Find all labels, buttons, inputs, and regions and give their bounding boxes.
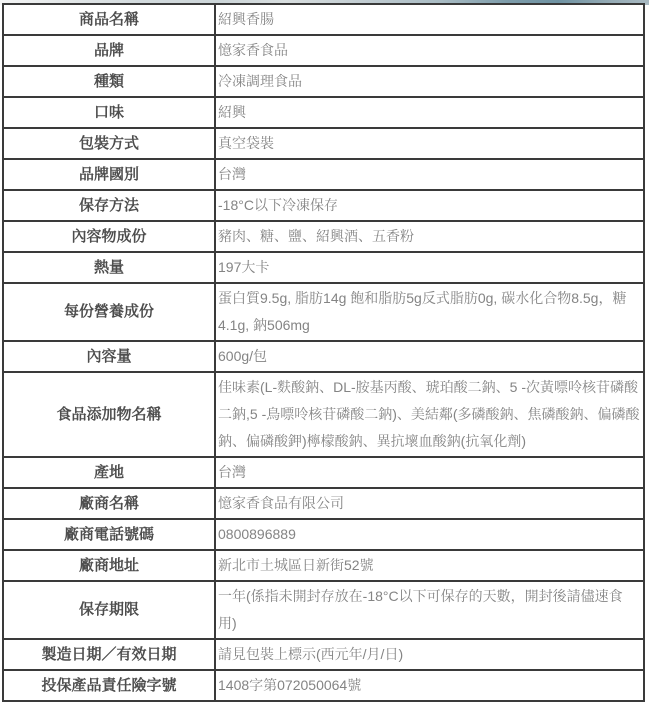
row-value: 0800896889 xyxy=(215,519,644,550)
row-value: 真空袋裝 xyxy=(215,128,644,159)
row-value: 一年(係指未開封存放在-18°C以下可保存的天數，開封後請儘速食用) xyxy=(215,581,644,639)
table-row-ingredients xyxy=(3,221,644,252)
table-row-nutrition xyxy=(3,283,644,341)
row-value: 蛋白質9.5g, 脂肪14g 飽和脂肪5g反式脂肪0g, 碳水化合物8.5g，糖4.1g, 鈉506mg xyxy=(215,283,644,341)
table-row-calories xyxy=(3,252,644,283)
row-value: 600g/包 xyxy=(215,341,644,372)
table-row-flavor xyxy=(3,97,644,128)
table-row-manufacturer-phone xyxy=(3,519,644,550)
row-value: 197大卡 xyxy=(215,252,644,283)
row-label: 保存期限 xyxy=(3,581,215,639)
row-value: 憶家香食品 xyxy=(215,35,644,66)
row-value: 台灣 xyxy=(215,159,644,190)
row-label: 產地 xyxy=(3,457,215,488)
row-value: 1408字第072050064號 xyxy=(215,670,644,701)
row-label: 內容物成份 xyxy=(3,221,215,252)
row-label: 投保產品責任險字號 xyxy=(3,670,215,701)
table-row-manufacturer-address xyxy=(3,550,644,581)
row-value: 豬肉、糖、鹽、紹興酒、五香粉 xyxy=(215,221,644,252)
row-label: 內容量 xyxy=(3,341,215,372)
row-label: 品牌國別 xyxy=(3,159,215,190)
table-row-insurance-number xyxy=(3,670,644,701)
table-row-packaging xyxy=(3,128,644,159)
row-label: 商品名稱 xyxy=(3,4,215,35)
row-value: 台灣 xyxy=(215,457,644,488)
product-info-table xyxy=(2,3,645,702)
row-label: 食品添加物名稱 xyxy=(3,372,215,457)
row-value: 佳味素(L-麩酸鈉、DL-胺基丙酸、琥珀酸二鈉、5 -次黃嘌呤核苷磷酸二鈉,5 -鳥嘌呤核苷磷酸二鈉)、美結鄰(多磷酸鈉、焦磷酸鈉、偏磷酸鈉、偏磷酸鉀)檸檬酸鈉、異抗壞血酸鈉(抗氧化劑) xyxy=(215,372,644,457)
row-label: 保存方法 xyxy=(3,190,215,221)
table-row-manufacturer-name xyxy=(3,488,644,519)
row-value: 請見包裝上標示(西元年/月/日) xyxy=(215,639,644,670)
row-label: 廠商電話號碼 xyxy=(3,519,215,550)
table-row-origin xyxy=(3,457,644,488)
table-row-net-content xyxy=(3,341,644,372)
table-row-dates xyxy=(3,639,644,670)
table-row-brand xyxy=(3,35,644,66)
row-label: 熱量 xyxy=(3,252,215,283)
row-label: 口味 xyxy=(3,97,215,128)
row-label: 品牌 xyxy=(3,35,215,66)
row-label: 廠商地址 xyxy=(3,550,215,581)
table-row-shelf-life xyxy=(3,581,644,639)
table-row-product-name xyxy=(3,4,644,35)
row-value: 新北市土城區日新街52號 xyxy=(215,550,644,581)
row-label: 種類 xyxy=(3,66,215,97)
table-row-brand-country xyxy=(3,159,644,190)
row-value: 紹興香腸 xyxy=(215,4,644,35)
table-row-additives xyxy=(3,372,644,457)
row-label: 每份營養成份 xyxy=(3,283,215,341)
row-value: 紹興 xyxy=(215,97,644,128)
row-label: 包裝方式 xyxy=(3,128,215,159)
table-row-storage-method xyxy=(3,190,644,221)
table-row-category xyxy=(3,66,644,97)
row-value: 憶家香食品有限公司 xyxy=(215,488,644,519)
row-label: 廠商名稱 xyxy=(3,488,215,519)
row-value: 冷凍調理食品 xyxy=(215,66,644,97)
row-value: -18°C以下冷凍保存 xyxy=(215,190,644,221)
row-label: 製造日期／有效日期 xyxy=(3,639,215,670)
